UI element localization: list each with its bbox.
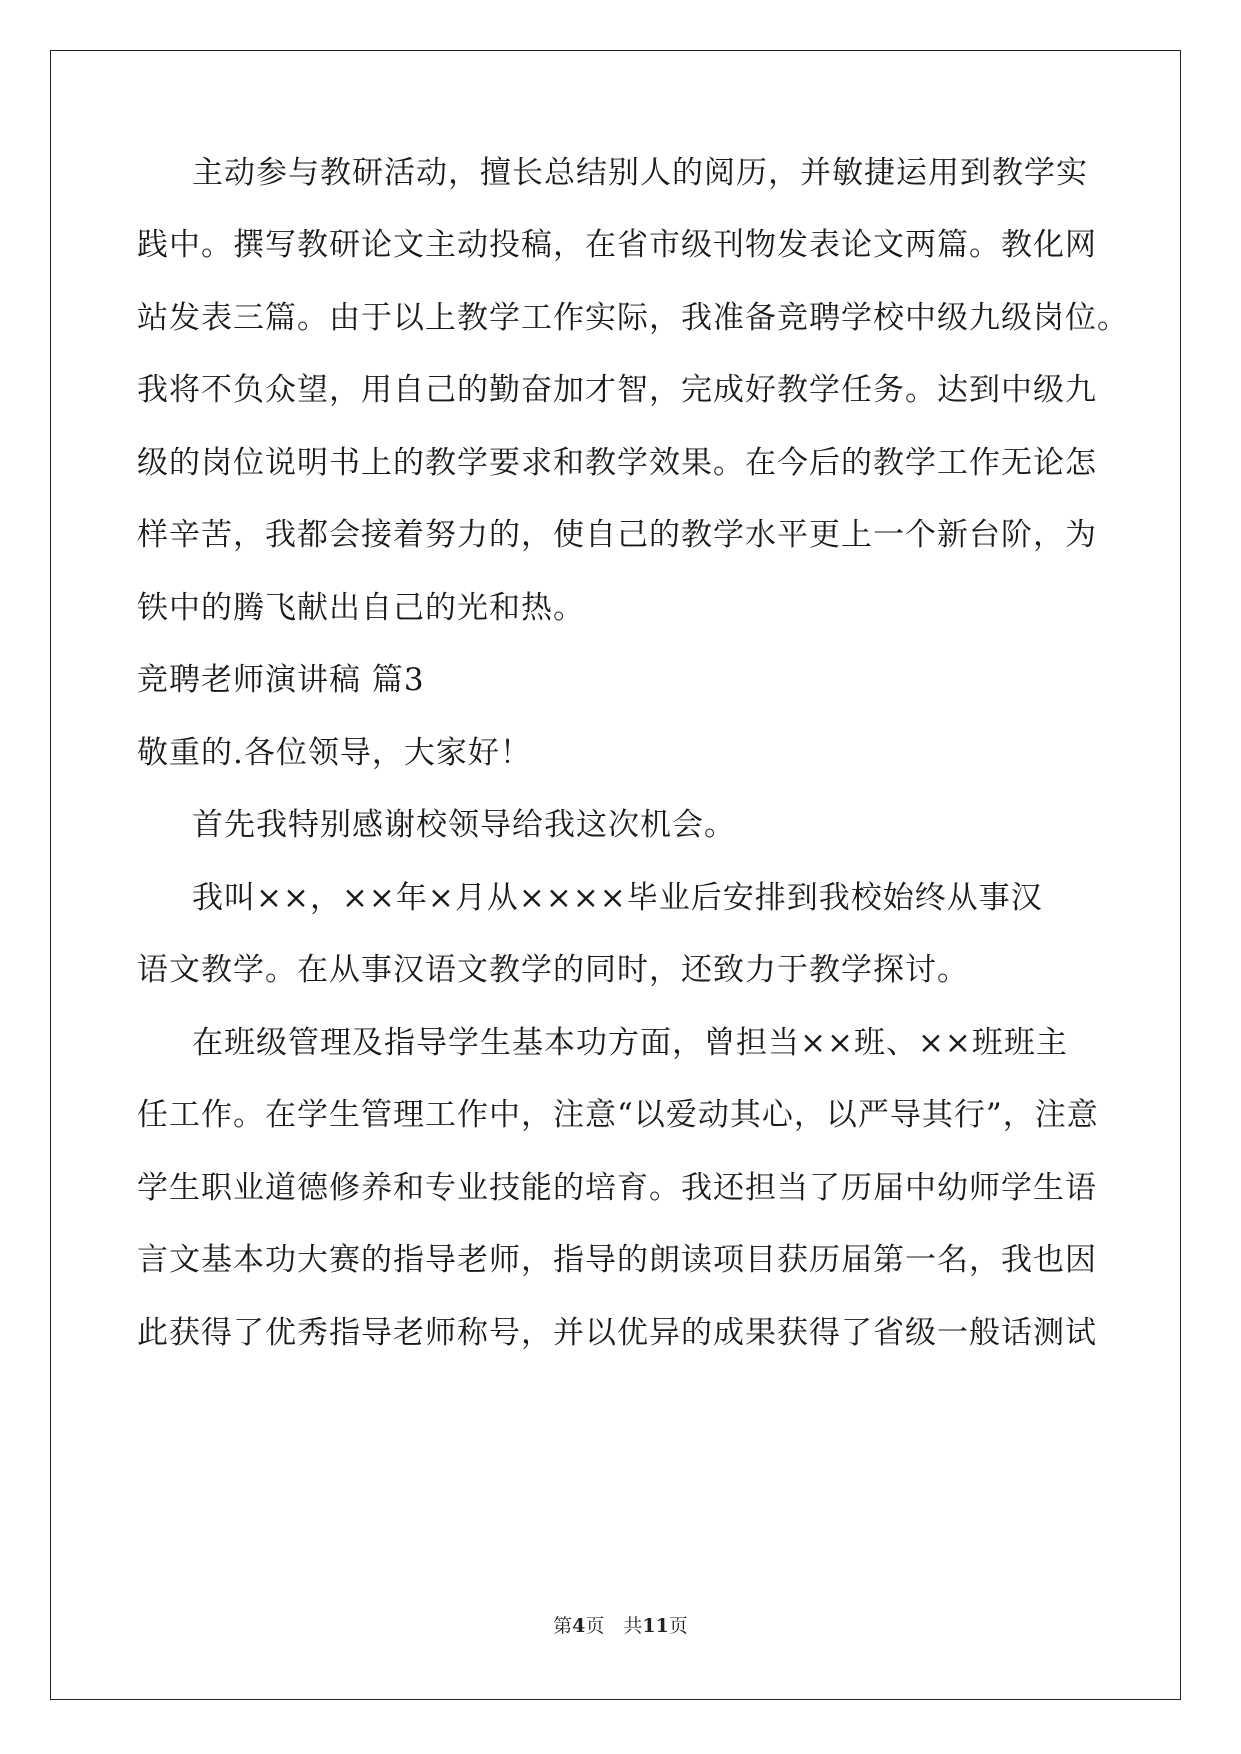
page-total: 11 [642,1615,669,1637]
text-line: 级的岗位说明书上的教学要求和教学效果。在今后的教学工作无论怎 [137,445,1097,481]
text-line: 铁中的腾飞献出自己的光和热。 [137,590,585,626]
page-suffix: 页 [668,1615,688,1637]
text-line: 践中。撰写教研论文主动投稿，在省市级刊物发表论文两篇。教化网 [137,227,1097,263]
page-footer [0,1611,1241,1638]
text-line: 此获得了优秀指导老师称号，并以优异的成果获得了省级一般话测试 [137,1315,1097,1351]
salutation: 敬重的.各位领导，大家好！ [137,735,532,771]
text-line: 言文基本功大赛的指导老师，指导的朗读项目获历届第一名，我也因 [137,1242,1097,1278]
section-heading: 竞聘老师演讲稿 篇3 [137,662,425,698]
text-line: 任工作。在学生管理工作中，注意“以爱动其心，以严导其行”，注意 [137,1097,1099,1133]
page-prefix: 第 [553,1615,573,1637]
text-line: 样辛苦，我都会接着努力的，使自己的教学水平更上一个新台阶，为 [137,517,1097,553]
page-border [50,50,1181,1700]
text-line: 首先我特别感谢校领导给我这次机会。 [192,807,736,843]
text-line: 我将不负众望，用自己的勤奋加才智，完成好教学任务。达到中级九 [137,372,1097,408]
text-line: 我叫××，××年×月从××××毕业后安排到我校始终从事汉 [192,880,1043,916]
page-mid: 页 共 [585,1615,643,1637]
text-line: 语文教学。在从事汉语文教学的同时，还致力于教学探讨。 [137,952,969,988]
text-line: 在班级管理及指导学生基本功方面，曾担当××班、××班班主 [192,1025,1068,1061]
text-line: 站发表三篇。由于以上教学工作实际，我准备竞聘学校中级九级岗位。 [137,300,1129,336]
text-line: 学生职业道德修养和专业技能的培育。我还担当了历届中幼师学生语 [137,1170,1097,1206]
text-line: 主动参与教研活动，擅长总结别人的阅历，并敏捷运用到教学实 [192,155,1088,191]
page-current: 4 [572,1615,586,1637]
